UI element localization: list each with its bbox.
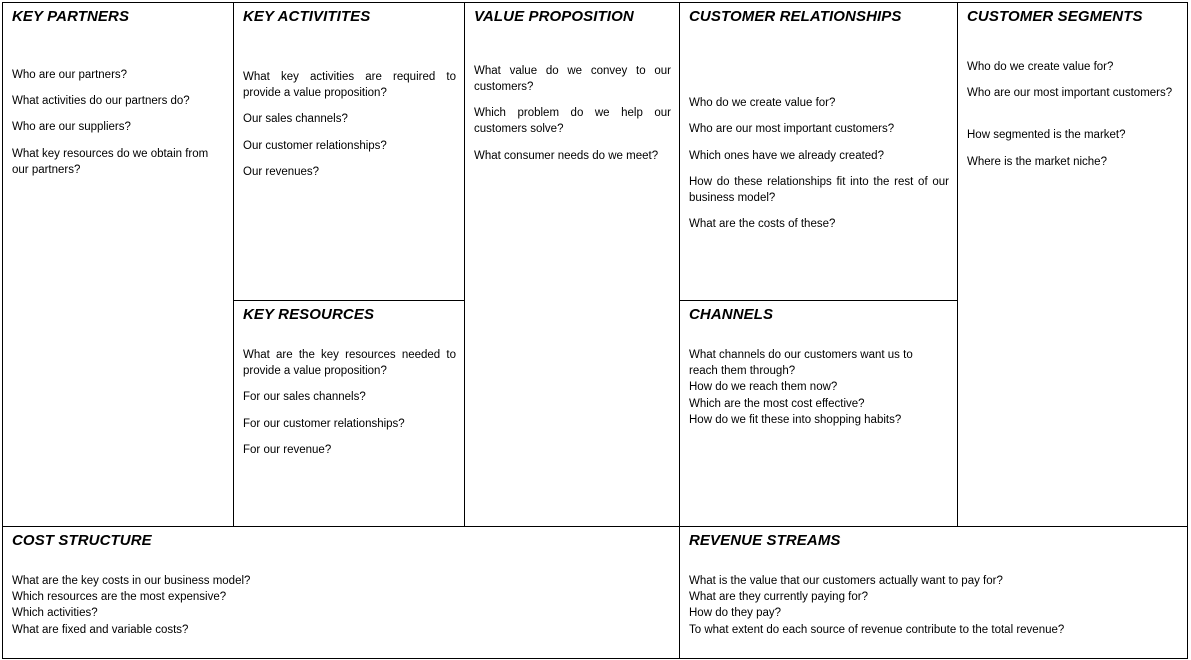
- customer-segments-question: Who do we create value for?: [967, 61, 1114, 73]
- channels-question: How do we fit these into shopping habits?: [689, 414, 902, 426]
- key-activities-question: Our customer relationships?: [243, 140, 387, 152]
- customer-relationships-question: Which ones have we already created?: [689, 150, 884, 162]
- channels-question: What channels do our customers want us to reach them through?: [689, 349, 913, 377]
- key-resources-block: [233, 300, 465, 527]
- customer-segments-block: [957, 2, 1188, 527]
- key-resources-question: For our revenue?: [243, 444, 332, 456]
- revenue-streams-question: To what extent do each source of revenue contribute to the total revenue?: [689, 624, 1065, 636]
- key-resources-question: For our customer relationships?: [243, 418, 405, 430]
- cost-structure-question: Which resources are the most expensive?: [12, 591, 227, 603]
- revenue-streams-question: What is the value that our customers actually want to pay for?: [689, 575, 1003, 587]
- customer-segments-question: Who are our most important customers?: [967, 87, 1173, 99]
- key-activities-block: [233, 2, 465, 301]
- customer-relationships-title: CUSTOMER RELATIONSHIPS: [689, 8, 902, 25]
- key-resources-question: What are the key resources needed to provide a value proposition?: [243, 349, 456, 377]
- key-resources-question: For our sales channels?: [243, 391, 366, 403]
- value-proposition-question: What value do we convey to our customers?: [474, 65, 671, 93]
- channels-question: How do we reach them now?: [689, 381, 838, 393]
- key-partners-question: What key resources do we obtain from our partners?: [12, 148, 209, 176]
- key-partners-question: Who are our suppliers?: [12, 121, 131, 133]
- key-partners-question: What activities do our partners do?: [12, 95, 190, 107]
- key-activities-title: KEY ACTIVITITES: [243, 8, 371, 25]
- customer-relationships-question: What are the costs of these?: [689, 218, 836, 230]
- channels-title: CHANNELS: [689, 306, 774, 323]
- value-proposition-question: What consumer needs do we meet?: [474, 150, 659, 162]
- key-partners-title: KEY PARTNERS: [12, 8, 130, 25]
- customer-segments-question: Where is the market niche?: [967, 156, 1107, 168]
- revenue-streams-title: REVENUE STREAMS: [689, 532, 841, 549]
- customer-relationships-question: Who do we create value for?: [689, 97, 836, 109]
- cost-structure-title: COST STRUCTURE: [12, 532, 152, 549]
- customer-segments-question: How segmented is the market?: [967, 129, 1126, 141]
- cost-structure-block: [2, 526, 680, 659]
- key-activities-question: Our sales channels?: [243, 113, 348, 125]
- cost-structure-question: What are the key costs in our business model?: [12, 575, 251, 587]
- key-resources-title: KEY RESOURCES: [243, 306, 375, 323]
- value-proposition-title: VALUE PROPOSITION: [474, 8, 634, 25]
- channels-block: [679, 300, 958, 527]
- channels-question: Which are the most cost effective?: [689, 398, 865, 410]
- key-activities-question: What key activities are required to provide a value proposition?: [243, 71, 456, 99]
- revenue-streams-block: [679, 526, 1188, 659]
- key-partners-block: [2, 2, 234, 527]
- revenue-streams-question: What are they currently paying for?: [689, 591, 868, 603]
- value-proposition-block: [464, 2, 680, 527]
- revenue-streams-question: How do they pay?: [689, 607, 782, 619]
- key-partners-question: Who are our partners?: [12, 69, 128, 81]
- value-proposition-question: Which problem do we help our customers solve?: [474, 107, 671, 135]
- cost-structure-question: What are fixed and variable costs?: [12, 624, 189, 636]
- customer-relationships-question: How do these relationships fit into the rest of our business model?: [689, 176, 949, 204]
- customer-segments-title: CUSTOMER SEGMENTS: [967, 8, 1143, 25]
- customer-relationships-question: Who are our most important customers?: [689, 123, 895, 135]
- key-activities-question: Our revenues?: [243, 166, 320, 178]
- customer-relationships-block: [679, 2, 958, 301]
- cost-structure-question: Which activities?: [12, 607, 98, 619]
